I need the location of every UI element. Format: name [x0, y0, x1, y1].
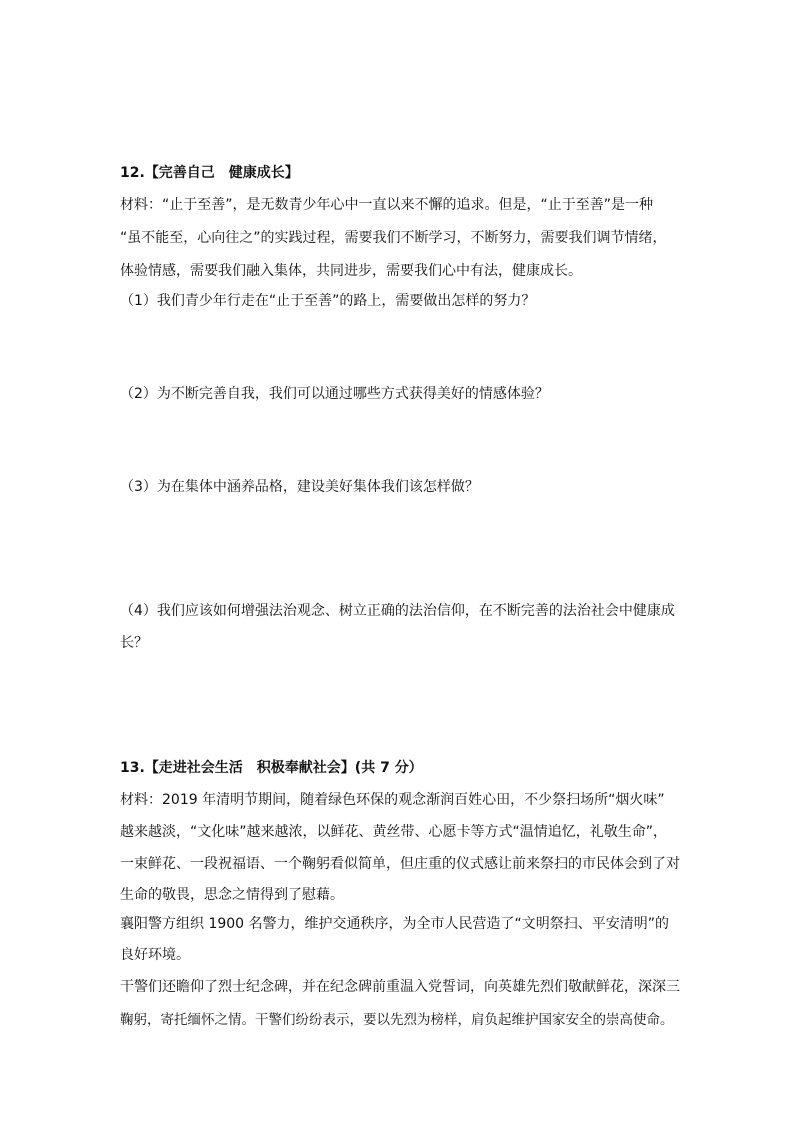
question-12-title: 12.【完善自己 健康成长】: [120, 165, 299, 181]
question-13-line-1: 材料：2019 年清明节期间，随着绿色环保的观念渐润百姓心田，不少祭扫场所“烟火味”: [120, 792, 665, 808]
question-13-line-7: 干警们还瞻仰了烈士纪念碑，并在纪念碑前重温入党誓词，向英雄先烈们敬献鲜花，深深三: [120, 979, 680, 995]
question-12-material-line-3: 体验情感，需要我们融入集体，共同进步，需要我们心中有法，健康成长。: [120, 263, 582, 279]
question-12-sub-4-line-2: 长？: [120, 635, 148, 651]
question-13-line-8: 鞠躬，寄托缅怀之情。干警们纷纷表示，要以先烈为榜样，肩负起维护国家安全的崇高使命。: [120, 1012, 674, 1028]
question-13-line-5: 襄阳警方组织 1900 名警力，维护交通秩序，为全市人民营造了“文明祭扫、平安清明”的: [120, 916, 670, 932]
question-13-line-4: 生命的敬畏，思念之情得到了慰藉。: [120, 887, 344, 903]
question-13-line-3: 一束鲜花、一段祝福语、一个鞠躬看似简单，但庄重的仪式感让前来祭扫的市民体会到了对: [120, 856, 680, 872]
question-13-line-6: 良好环境。: [120, 947, 190, 963]
question-12-sub-2: （2）为不断完善自我，我们可以通过哪些方式获得美好的情感体验？: [120, 386, 549, 402]
question-12-sub-1: （1）我们青少年行走在“止于至善”的路上，需要做出怎样的努力？: [120, 293, 536, 309]
question-12-material-line-2: “虽不能至，心向往之”的实践过程，需要我们不断学习，不断努力，需要我们调节情绪，: [120, 230, 667, 246]
question-13-title: 13.【走进社会生活 积极奉献社会】(共 7 分）: [120, 760, 423, 776]
question-12-sub-4-line-1: （4）我们应该如何增强法治观念、树立正确的法治信仰，在不断完善的法治社会中健康成: [120, 603, 675, 619]
question-12-material-line-1: 材料：“止于至善”，是无数青少年心中一直以来不懈的追求。但是，“止于至善”是一种: [120, 197, 654, 213]
question-13-line-2: 越来越淡，“文化味”越来越浓，以鲜花、黄丝带、心愿卡等方式“温情追忆，礼敬生命”，: [120, 824, 668, 840]
question-12-sub-3: （3）为在集体中涵养品格，建设美好集体我们该怎样做？: [120, 479, 479, 495]
